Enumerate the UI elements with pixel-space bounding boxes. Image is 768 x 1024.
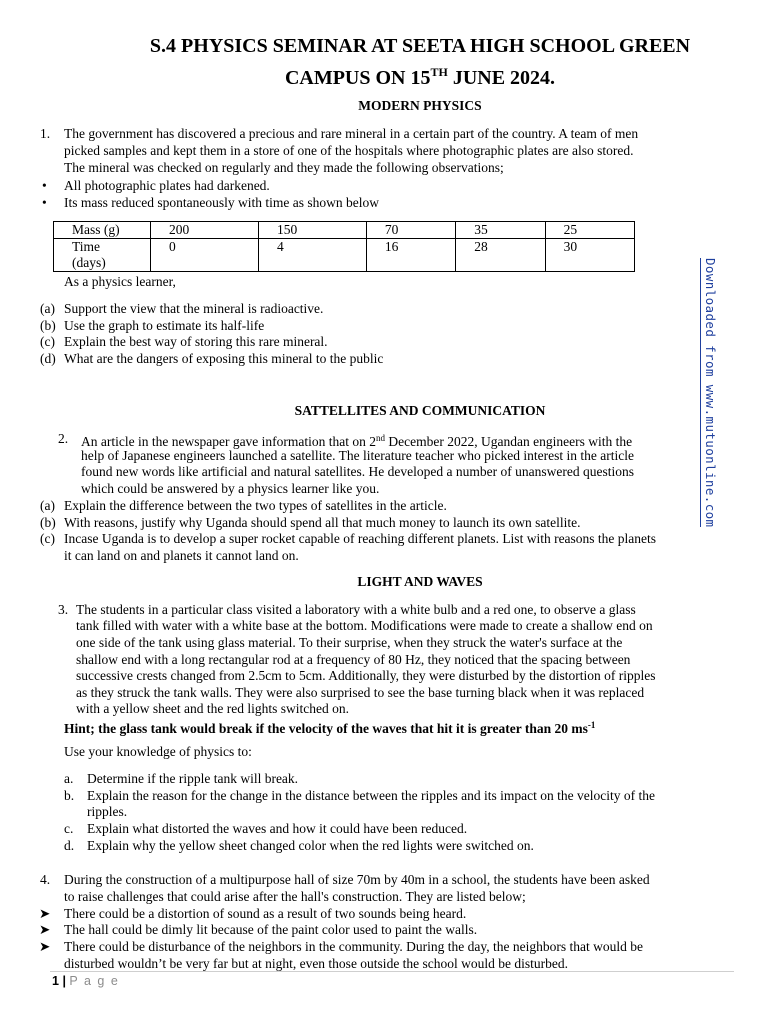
- table-row: [54, 239, 635, 272]
- question-text-line: successive crests changed from 2.5cm to 5cm. Additionally, they were disturbed by the distortion of ripples: [76, 668, 656, 683]
- part-text-continued: it can land on and planets it cannot land on.: [64, 548, 299, 563]
- footer-divider: [50, 971, 734, 972]
- question-text-line: to raise challenges that could arise after the hall's construction. They are listed below;: [64, 889, 526, 904]
- part-label: a.: [64, 771, 74, 786]
- table-cell: 4: [258, 239, 366, 272]
- part-label: (b): [40, 318, 56, 333]
- question-text-line: with a yellow sheet and the red lights switched on.: [76, 701, 349, 716]
- part-text: Explain the best way of storing this rare mineral.: [64, 334, 328, 349]
- question-text-line: shallow end with a long rectangular rod at a frequency of 80 Hz, they noticed that the spacing between: [76, 652, 631, 667]
- table-cell: 25: [545, 222, 634, 239]
- list-item: There could be a distortion of sound as a result of two sounds being heard.: [64, 906, 467, 921]
- part-text: Incase Uganda is to develop a super rocket capable of reaching different planets. List with reasons the planets: [64, 531, 657, 546]
- arrow-bullet-icon: ➤: [39, 922, 51, 937]
- hint-text: [64, 717, 595, 737]
- question-number: 2.: [58, 431, 69, 446]
- question-text-line: as they struck the tank walls. They were also surprised to see the base turning black when it was replaced: [76, 685, 645, 700]
- bullet-item: All photographic plates had darkened.: [64, 178, 270, 193]
- part-label: (a): [40, 301, 55, 316]
- time-label: Time: [72, 239, 101, 254]
- footer-separator: |: [62, 974, 66, 988]
- question-text-line: picked samples and kept them in a store of one of the hospitals where photographic plates are also stored.: [64, 143, 634, 158]
- part-text: Support the view that the mineral is radioactive.: [64, 301, 324, 316]
- part-text: Use the graph to estimate its half-life: [64, 318, 265, 333]
- title-line-2: [60, 59, 768, 91]
- page-number: 1: [52, 974, 59, 988]
- time-unit-label: (days): [72, 255, 106, 270]
- table-cell: 30: [545, 239, 634, 272]
- question-text-line: The mineral was checked on regularly and they made the following observations;: [64, 160, 504, 175]
- bullet-icon: •: [42, 195, 47, 210]
- question-text: December 2022, Ugandan engineers with the: [385, 434, 633, 449]
- part-label: (b): [40, 515, 56, 530]
- title-line-2-end: JUNE 2024.: [447, 67, 556, 89]
- download-watermark: Downloaded from www.mutuonline.com: [700, 258, 718, 527]
- part-text: Determine if the ripple tank will break.: [87, 771, 299, 786]
- table-cell: 16: [366, 239, 455, 272]
- section-heading-modern-physics: MODERN PHYSICS: [358, 98, 482, 113]
- bullet-icon: •: [42, 178, 47, 193]
- part-text: Explain what distorted the waves and how it could have been reduced.: [87, 821, 468, 836]
- superscript: -1: [587, 720, 596, 730]
- part-text: Explain why the yellow sheet changed color when the red lights were switched on.: [87, 838, 534, 853]
- part-label: b.: [64, 788, 75, 803]
- table-row: [54, 222, 635, 239]
- question-text-line: The government has discovered a precious and rare mineral in a certain part of the country. A team of men: [64, 126, 639, 141]
- question-number: 3.: [58, 602, 69, 617]
- page-footer: [52, 974, 119, 988]
- title-line-2-text: CAMPUS ON 15: [284, 67, 431, 89]
- superscript: nd: [376, 433, 386, 443]
- part-text-continued: ripples.: [87, 804, 128, 819]
- question-text-line: The students in a particular class visited a laboratory with a white bulb and a red one, to observe a glass: [76, 602, 636, 617]
- table-cell: 0: [151, 239, 259, 272]
- table-cell: 70: [366, 222, 455, 239]
- title-line-1: S.4 PHYSICS SEMINAR AT SEETA HIGH SCHOOL GREEN: [149, 35, 691, 57]
- question-text: An article in the newspaper gave information that on 2: [81, 434, 377, 449]
- part-text: Explain the reason for the change in the distance between the ripples and its impact on the velocity of the: [87, 788, 655, 803]
- question-text-line: help of Japanese engineers launched a satellite. The literature teacher who picked interest in the article: [81, 448, 635, 463]
- bullet-item: Its mass reduced spontaneously with time as shown below: [64, 195, 379, 210]
- arrow-bullet-icon: ➤: [39, 939, 51, 954]
- part-label: (d): [40, 351, 56, 366]
- page-word: P a g e: [69, 974, 120, 988]
- instruction-text: Use your knowledge of physics to:: [64, 744, 252, 759]
- table-cell: 28: [456, 239, 545, 272]
- part-label: c.: [64, 821, 74, 836]
- question-text-line: one side of the tank using glass material. To their surprise, when they struck the water's surface at the: [76, 635, 623, 650]
- part-text: With reasons, justify why Uganda should spend all that much money to launch its own satellite.: [64, 515, 581, 530]
- arrow-bullet-icon: ➤: [39, 906, 51, 921]
- question-text-line: which could be answered by a physics learner like you.: [81, 481, 380, 496]
- document-title: [60, 33, 768, 91]
- list-item-continued: disturbed wouldn’t be very far but at night, even those outside the school would be disturbed.: [64, 956, 569, 971]
- list-item: There could be disturbance of the neighbors in the community. During the day, the neighbors that would be: [64, 939, 643, 954]
- question-number: 4.: [40, 872, 51, 887]
- part-label: (c): [40, 531, 55, 546]
- table-cell: 35: [456, 222, 545, 239]
- section-heading-satellites: SATTELLITES AND COMMUNICATION: [294, 403, 546, 418]
- title-superscript: TH: [430, 65, 448, 79]
- list-item: The hall could be dimly lit because of the paint color used to paint the walls.: [64, 922, 478, 937]
- part-label: (c): [40, 334, 55, 349]
- question-text-line: found new words like artificial and natural satellites. He developed a number of unanswered questions: [81, 464, 634, 479]
- question-text-line: tank filled with water with a white base at the bottom. Modifications were made to create a shallow end on: [76, 618, 653, 633]
- mass-time-table: [53, 221, 635, 272]
- part-label: d.: [64, 838, 75, 853]
- table-cell: Mass (g): [54, 222, 151, 239]
- question-intro: As a physics learner,: [64, 274, 176, 289]
- question-number: 1.: [40, 126, 51, 141]
- table-cell: 200: [151, 222, 259, 239]
- table-cell: 150: [258, 222, 366, 239]
- hint-body: Hint; the glass tank would break if the velocity of the waves that hit it is greater than 20 ms: [64, 721, 588, 736]
- section-heading-light-and-waves: LIGHT AND WAVES: [357, 574, 483, 589]
- table-cell: [54, 239, 151, 272]
- part-text: What are the dangers of exposing this mineral to the public: [64, 351, 384, 366]
- part-text: Explain the difference between the two types of satellites in the article.: [64, 498, 447, 513]
- question-text-line: During the construction of a multipurpose hall of size 70m by 40m in a school, the students have been asked: [64, 872, 650, 887]
- part-label: (a): [40, 498, 55, 513]
